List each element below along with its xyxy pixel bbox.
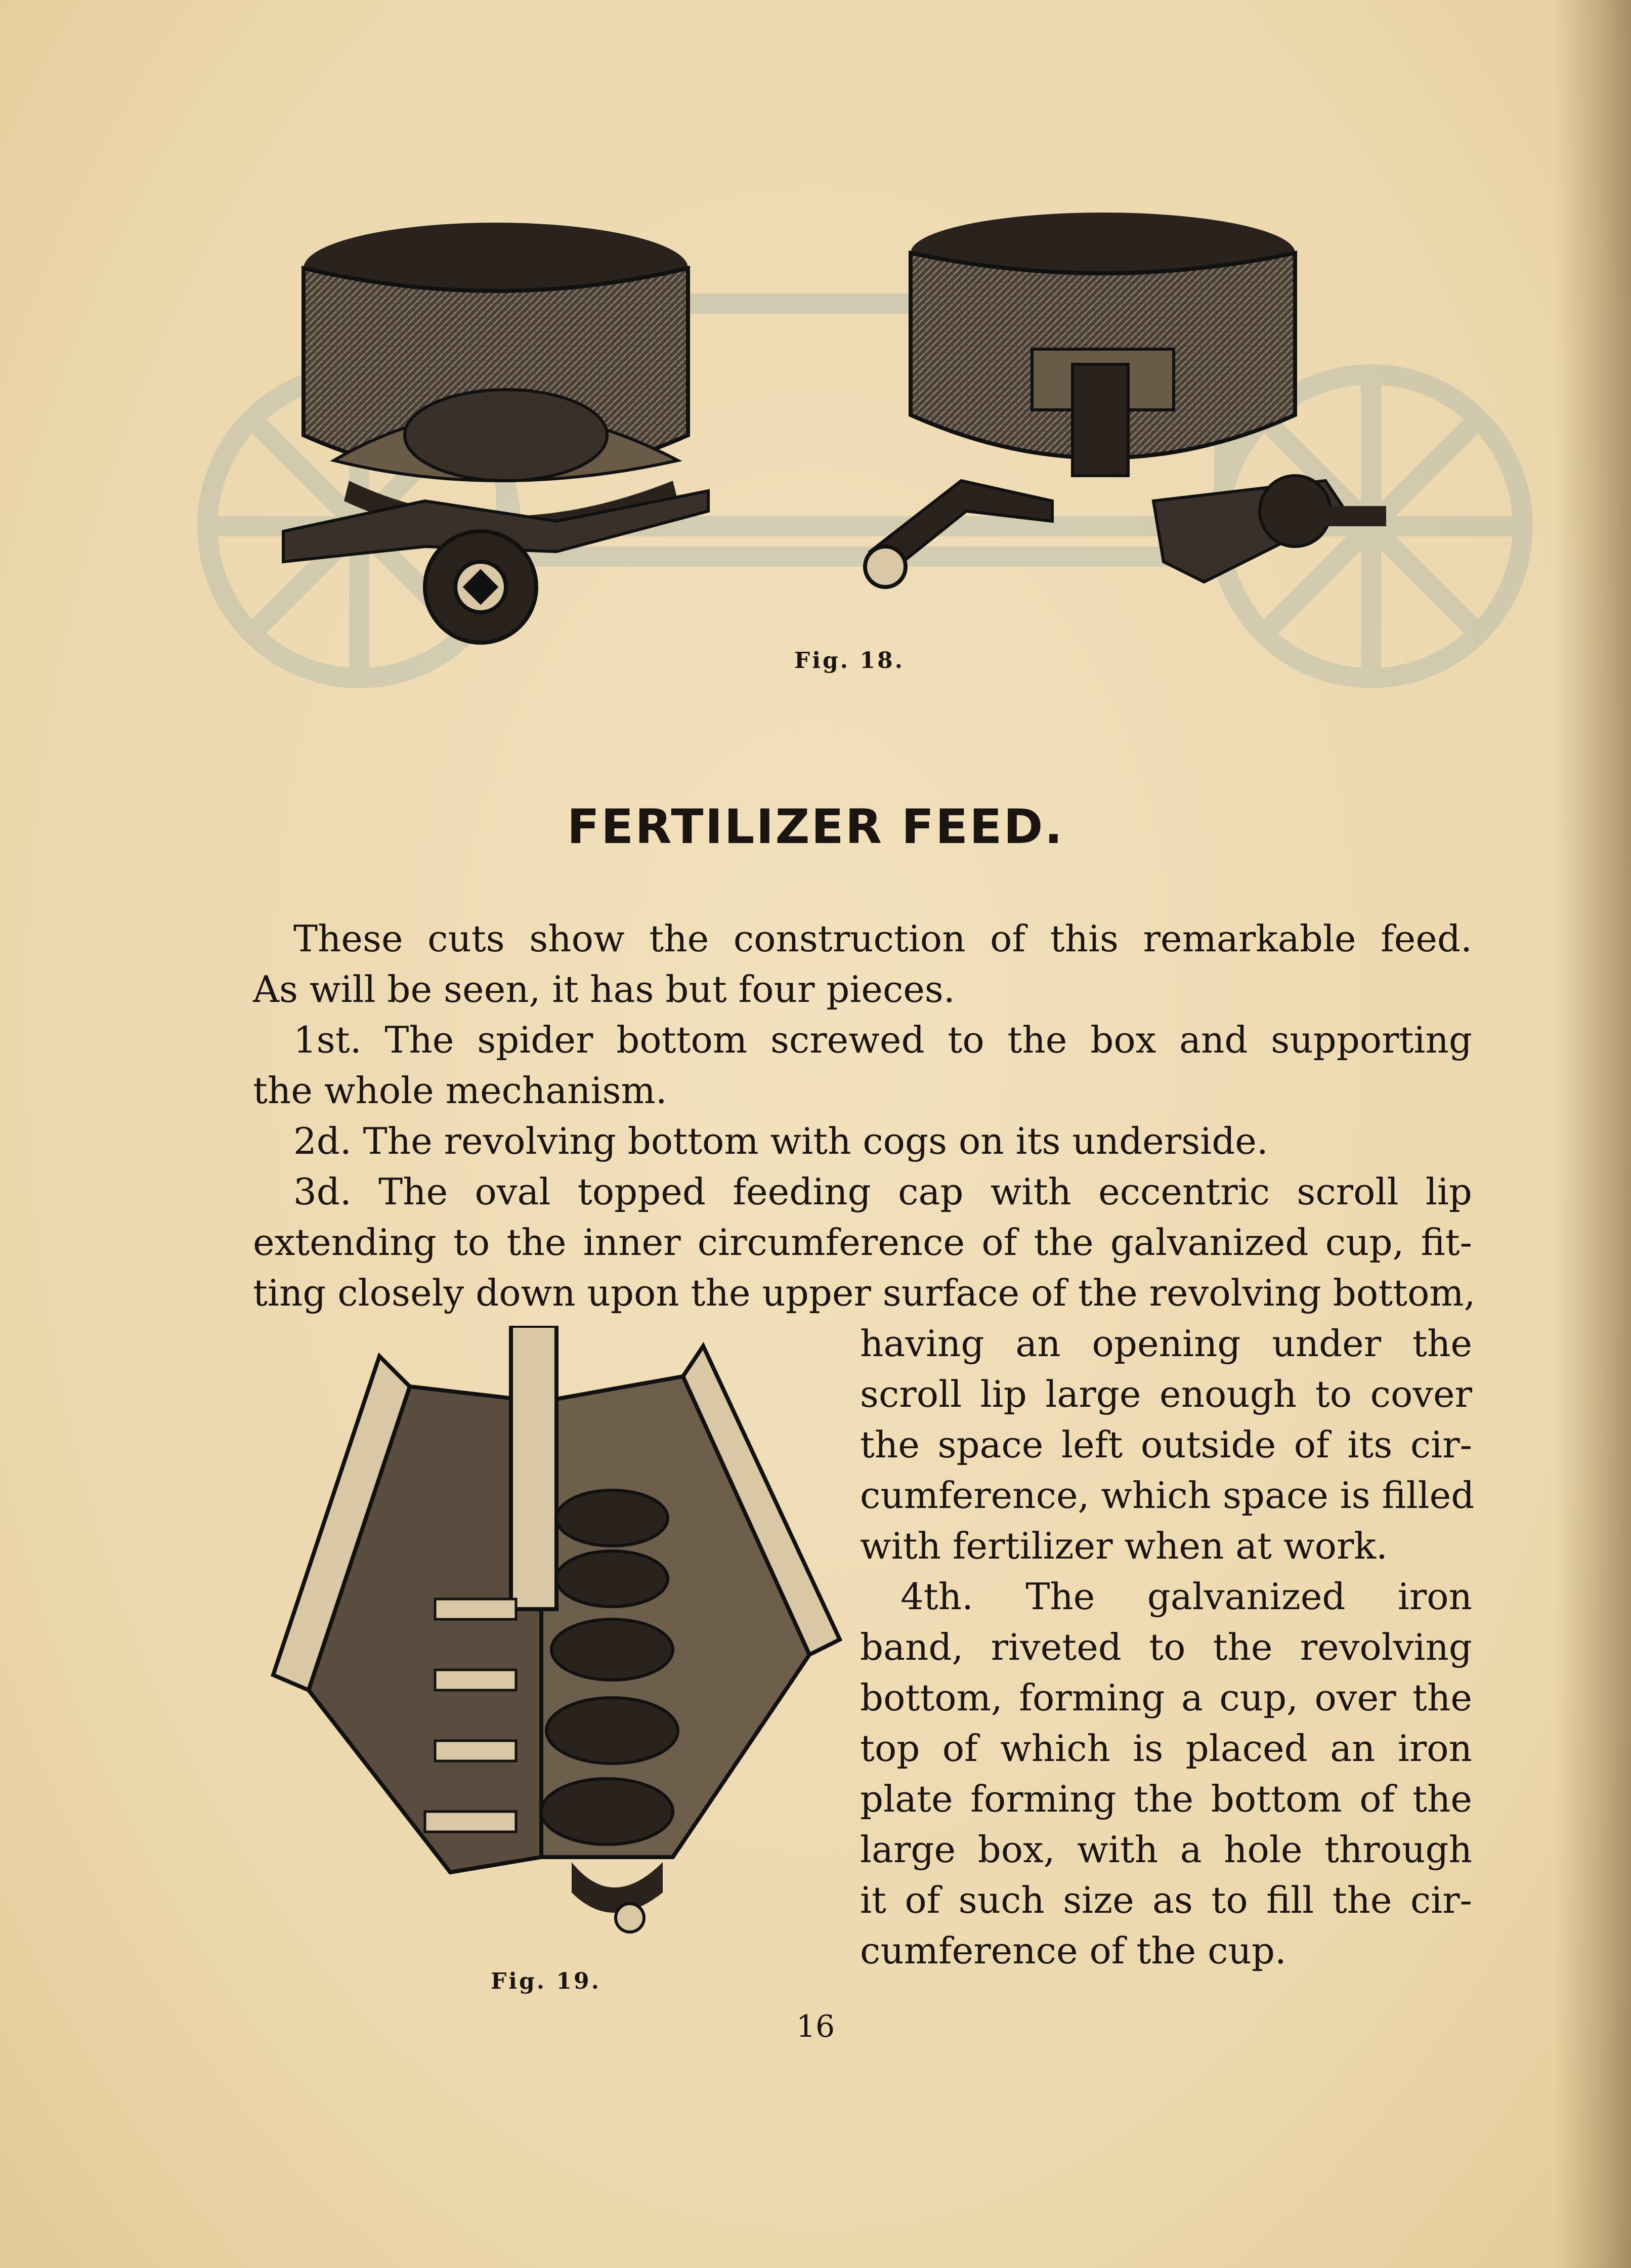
right-line-9: top of which is placed an iron bbox=[860, 1727, 1472, 1770]
body-line-6: 3d. The oval topped feeding cap with eccentric scroll lip bbox=[293, 1170, 1472, 1213]
body-line-7: extending to the inner circumference of the galvanized cup, fit- bbox=[253, 1221, 1472, 1264]
right-line-8: bottom, forming a cup, over the bbox=[860, 1676, 1472, 1719]
body-line-5: 2d. The revolving bottom with cogs on its underside. bbox=[293, 1120, 1268, 1162]
fig19-hopper-box-illustration bbox=[258, 1326, 850, 1953]
page-spine-shadow bbox=[1555, 0, 1631, 2268]
right-line-3: the space left outside of its cir- bbox=[860, 1423, 1472, 1466]
fig18-feed-cup-left-illustration bbox=[273, 197, 799, 653]
fig19-caption: Fig. 19. bbox=[491, 1968, 601, 1994]
body-line-4: the whole mechanism. bbox=[253, 1069, 667, 1112]
right-line-4: cumference, which space is filled bbox=[860, 1474, 1475, 1517]
right-line-12: it of such size as to fill the cir- bbox=[860, 1879, 1472, 1921]
body-line-8: ting closely down upon the upper surface of the revolving bottom, bbox=[253, 1272, 1476, 1314]
right-line-10: plate forming the bottom of the bbox=[860, 1778, 1472, 1820]
right-line-13: cumference of the cup. bbox=[860, 1929, 1286, 1972]
right-line-7: band, riveted to the revolving bbox=[860, 1626, 1472, 1668]
right-line-5: with fertilizer when at work. bbox=[860, 1525, 1388, 1567]
right-line-2: scroll lip large enough to cover bbox=[860, 1373, 1472, 1415]
section-heading: FERTILIZER FEED. bbox=[567, 800, 1064, 855]
body-line-1: These cuts show the construction of this remarkable feed. bbox=[293, 917, 1472, 960]
right-line-1: having an opening under the bbox=[860, 1322, 1472, 1365]
body-line-2: As will be seen, it has but four pieces. bbox=[253, 968, 955, 1011]
fig18-feed-cup-right-illustration bbox=[840, 197, 1406, 627]
fig18-caption: Fig. 18. bbox=[794, 648, 905, 674]
right-line-6: 4th. The galvanized iron bbox=[900, 1575, 1472, 1618]
body-line-3: 1st. The spider bottom screwed to the box and supporting bbox=[293, 1019, 1472, 1061]
right-line-11: large box, with a hole through bbox=[860, 1828, 1472, 1871]
page-number: 16 bbox=[796, 2009, 835, 2044]
